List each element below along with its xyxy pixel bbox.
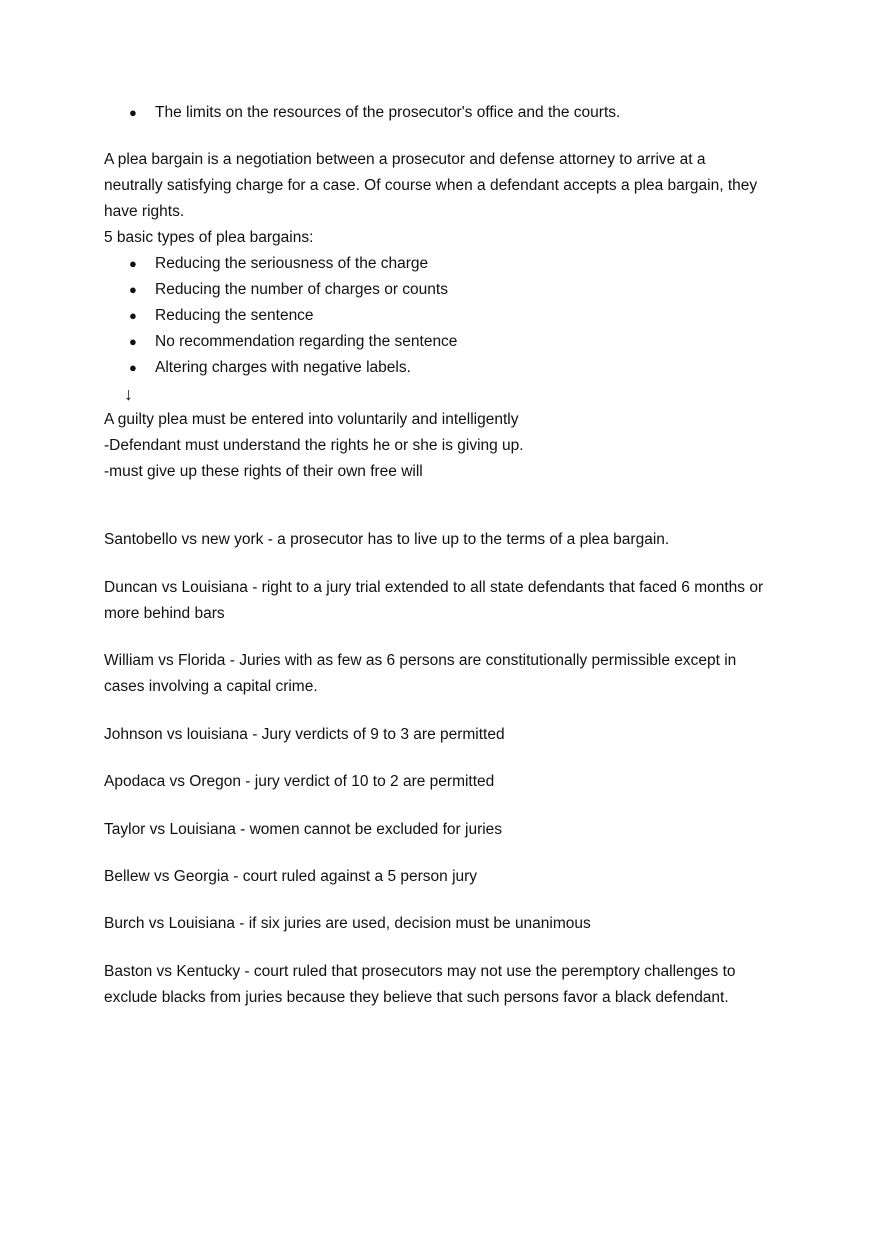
case-line: Bellew vs Georgia - court ruled against a 5 person jury <box>104 868 478 885</box>
paragraph-line: A plea bargain is a negotiation between a prosecutor and defense attorney to arrive at a <box>104 151 706 168</box>
bullet-icon: ● <box>129 308 137 323</box>
list-item <box>129 303 314 329</box>
list-item-text: Reducing the sentence <box>155 307 314 324</box>
paragraph-line: neutrally satisfying charge for a case. Of course when a defendant accepts a plea bargain, they <box>104 177 758 194</box>
list-item-text: Reducing the number of charges or counts <box>155 281 448 298</box>
bullet-icon: ● <box>129 360 137 375</box>
list-item <box>129 251 428 277</box>
case-line: William vs Florida - Juries with as few as 6 persons are constitutionally permissible except in <box>104 652 737 669</box>
case-line: more behind bars <box>104 605 225 622</box>
list-item-text: The limits on the resources of the prosecutor's office and the courts. <box>155 104 621 121</box>
bullet-icon: ● <box>129 105 137 120</box>
down-arrow-icon: ↓ <box>124 384 133 404</box>
paragraph-line: -Defendant must understand the rights he or she is giving up. <box>104 437 524 454</box>
case-line: Duncan vs Louisiana - right to a jury trial extended to all state defendants that faced 6 months or <box>104 579 764 596</box>
paragraph-line: have rights. <box>104 203 185 220</box>
bullet-icon: ● <box>129 282 137 297</box>
case-line: Baston vs Kentucky - court ruled that prosecutors may not use the peremptory challenges to <box>104 963 736 980</box>
case-line: Apodaca vs Oregon - jury verdict of 10 to 2 are permitted <box>104 773 495 790</box>
list-item-text: Altering charges with negative labels. <box>155 359 411 376</box>
list-item <box>129 100 620 126</box>
list-item-text: Reducing the seriousness of the charge <box>155 255 429 272</box>
case-line: exclude blacks from juries because they believe that such persons favor a black defendant. <box>104 989 729 1006</box>
paragraph-line: A guilty plea must be entered into voluntarily and intelligently <box>104 411 519 428</box>
bullet-icon: ● <box>129 334 137 349</box>
types-heading: 5 basic types of plea bargains: <box>104 229 314 246</box>
case-line: Taylor vs Louisiana - women cannot be excluded for juries <box>104 821 503 838</box>
list-item <box>129 355 411 381</box>
case-line: Burch vs Louisiana - if six juries are used, decision must be unanimous <box>104 915 591 932</box>
list-item <box>129 277 448 303</box>
list-item-text: No recommendation regarding the sentence <box>155 333 458 350</box>
list-item <box>129 329 457 355</box>
paragraph-line: -must give up these rights of their own free will <box>104 463 423 480</box>
case-line: cases involving a capital crime. <box>104 678 318 695</box>
bullet-icon: ● <box>129 256 137 271</box>
case-line: Santobello vs new york - a prosecutor has to live up to the terms of a plea bargain. <box>104 531 670 548</box>
case-line: Johnson vs louisiana - Jury verdicts of 9 to 3 are permitted <box>104 726 505 743</box>
